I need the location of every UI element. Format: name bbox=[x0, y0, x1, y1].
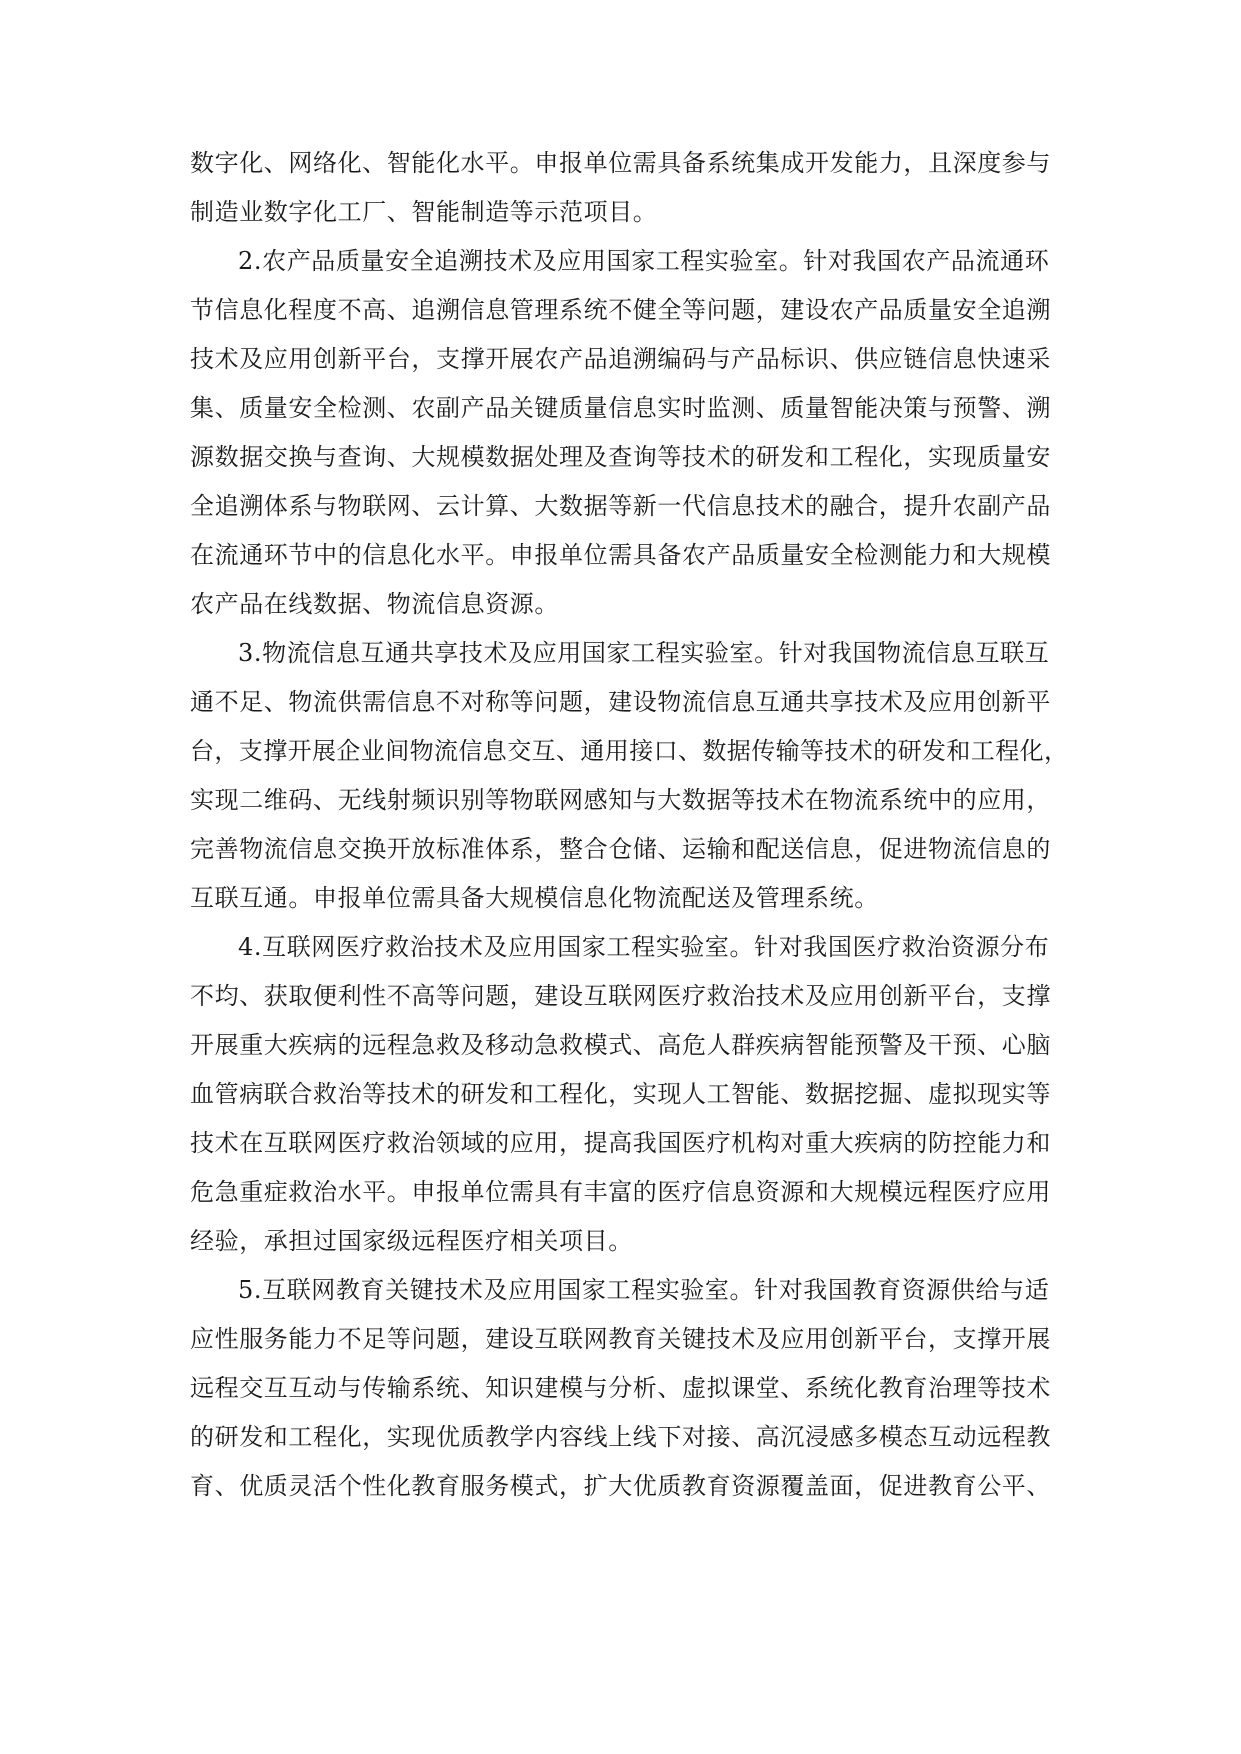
text-line: 经验，承担过国家级远程医疗相关项目。 bbox=[190, 1227, 633, 1255]
text-line: 数字化、网络化、智能化水平。申报单位需具备系统集成开发能力，且深度参与 bbox=[190, 149, 1051, 177]
text-line: 源数据交换与查询、大规模数据处理及查询等技术的研发和工程化，实现质量安 bbox=[190, 443, 1051, 471]
text-line: 在流通环节中的信息化水平。申报单位需具备农产品质量安全检测能力和大规模 bbox=[190, 541, 1051, 569]
text-line: 农产品在线数据、物流信息资源。 bbox=[190, 590, 559, 618]
text-line: 危急重症救治水平。申报单位需具有丰富的医疗信息资源和大规模远程医疗应用 bbox=[190, 1178, 1051, 1206]
text-line: 互联互通。申报单位需具备大规模信息化物流配送及管理系统。 bbox=[190, 884, 879, 912]
text-line: 远程交互互动与传输系统、知识建模与分析、虚拟课堂、系统化教育治理等技术 bbox=[190, 1374, 1051, 1402]
paragraph-4-first-line: 4.互联网医疗救治技术及应用国家工程实验室。针对我国医疗救治资源分布 bbox=[238, 933, 1050, 961]
text-line: 血管病联合救治等技术的研发和工程化，实现人工智能、数据挖掘、虚拟现实等 bbox=[190, 1080, 1051, 1108]
text-line: 的研发和工程化，实现优质教学内容线上线下对接、高沉浸感多模态互动远程教 bbox=[190, 1423, 1051, 1451]
text-line: 完善物流信息交换开放标准体系，整合仓储、运输和配送信息，促进物流信息的 bbox=[190, 835, 1051, 863]
paragraph-2-first-line: 2.农产品质量安全追溯技术及应用国家工程实验室。针对我国农产品流通环 bbox=[238, 247, 1050, 275]
text-line: 集、质量安全检测、农副产品关键质量信息实时监测、质量智能决策与预警、溯 bbox=[190, 394, 1051, 422]
text-line: 不均、获取便利性不高等问题，建设互联网医疗救治技术及应用创新平台，支撑 bbox=[190, 982, 1051, 1010]
paragraph-5-first-line: 5.互联网教育关键技术及应用国家工程实验室。针对我国教育资源供给与适 bbox=[238, 1276, 1050, 1304]
text-line: 开展重大疾病的远程急救及移动急救模式、高危人群疾病智能预警及干预、心脑 bbox=[190, 1031, 1051, 1059]
text-line: 制造业数字化工厂、智能制造等示范项目。 bbox=[190, 198, 658, 226]
text-line: 全追溯体系与物联网、云计算、大数据等新一代信息技术的融合，提升农副产品 bbox=[190, 492, 1051, 520]
text-line: 育、优质灵活个性化教育服务模式，扩大优质教育资源覆盖面，促进教育公平、 bbox=[190, 1472, 1051, 1500]
text-line: 技术及应用创新平台，支撑开展农产品追溯编码与产品标识、供应链信息快速采 bbox=[190, 345, 1051, 373]
text-line: 实现二维码、无线射频识别等物联网感知与大数据等技术在物流系统中的应用， bbox=[190, 786, 1051, 814]
text-line: 台，支撑开展企业间物流信息交互、通用接口、数据传输等技术的研发和工程化， bbox=[190, 737, 1069, 765]
text-line: 技术在互联网医疗救治领域的应用，提高我国医疗机构对重大疾病的防控能力和 bbox=[190, 1129, 1051, 1157]
text-line: 节信息化程度不高、追溯信息管理系统不健全等问题，建设农产品质量安全追溯 bbox=[190, 296, 1051, 324]
text-line: 通不足、物流供需信息不对称等问题，建设物流信息互通共享技术及应用创新平 bbox=[190, 688, 1051, 716]
text-line: 应性服务能力不足等问题，建设互联网教育关键技术及应用创新平台，支撑开展 bbox=[190, 1325, 1051, 1353]
paragraph-3-first-line: 3.物流信息互通共享技术及应用国家工程实验室。针对我国物流信息互联互 bbox=[238, 639, 1050, 667]
